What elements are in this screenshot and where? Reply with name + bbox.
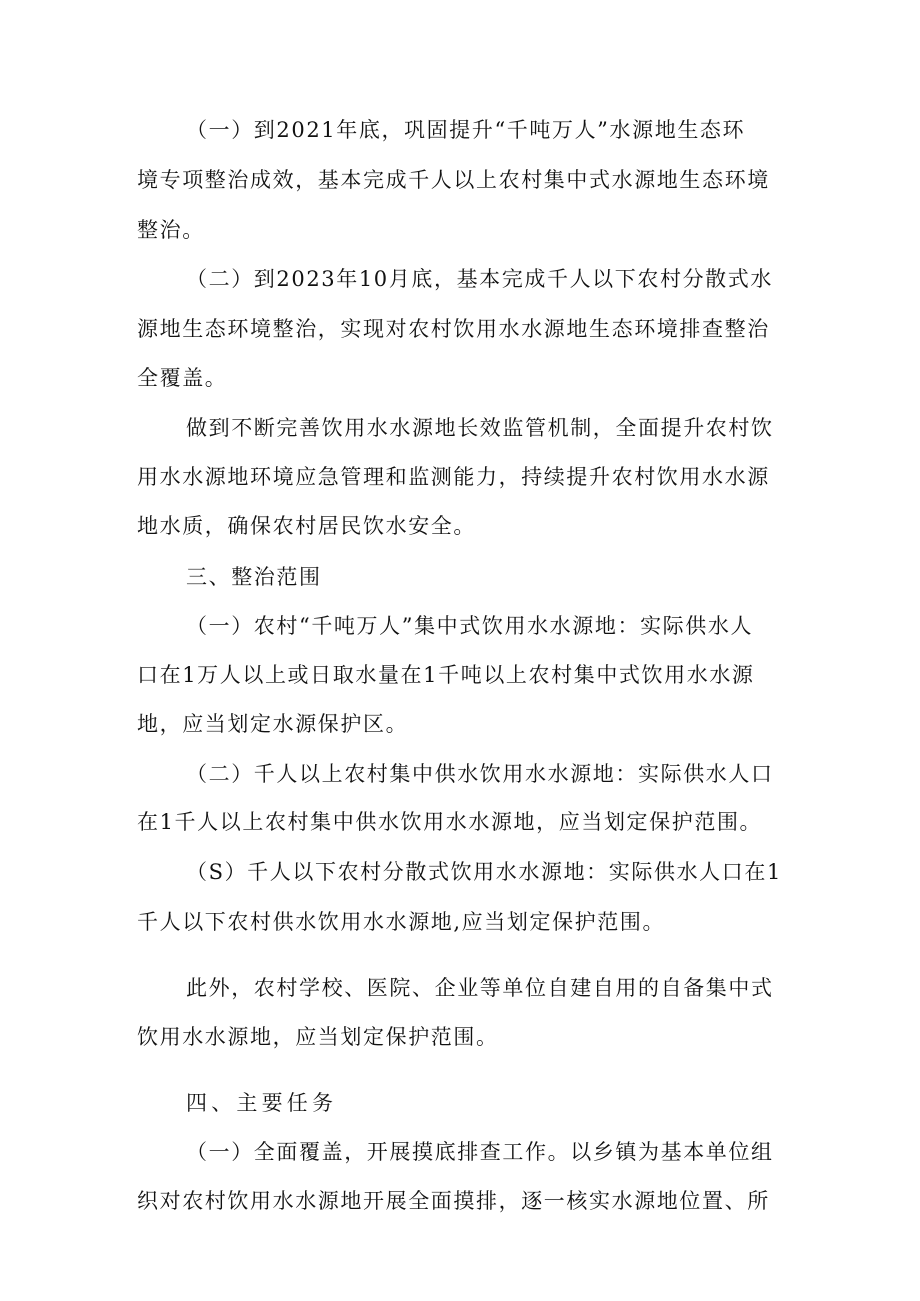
paragraph-mechanism-line-1: 做到不断完善饮用水水源地长效监管机制，全面提升农村饮 — [186, 416, 774, 440]
paragraph-goal-1-line-3: 整治。 — [137, 218, 205, 242]
paragraph-additional-line-1: 此外，农村学校、医院、企业等单位自建自用的自备集中式 — [186, 976, 774, 1000]
paragraph-goal-2-line-3: 全覆盖。 — [137, 366, 228, 390]
paragraph-scope-3-line-1: （S）千人以下农村分散式饮用水水源地：实际供水人口在1 — [186, 860, 782, 884]
paragraph-mechanism-line-2: 用水水源地环境应急管理和监测能力，持续提升农村饮用水水源 — [137, 465, 770, 489]
paragraph-goal-2-line-2: 源地生态环境整治，实现对农村饮用水水源地生态环境排查整治 — [137, 317, 770, 341]
paragraph-mechanism-line-3: 地水质，确保农村居民饮水安全。 — [137, 514, 476, 538]
paragraph-goal-1-line-1: （一）到2021年底，巩固提升“千吨万人”水源地生态环 — [186, 118, 746, 142]
paragraph-task-1-line-2: 织对农村饮用水水源地开展全面摸排，逐一核实水源地位置、所 — [137, 1189, 770, 1213]
section-heading-main-tasks: 四、主要任务 — [186, 1091, 338, 1115]
paragraph-scope-3-line-2: 千人以下农村供水饮用水水源地,应当划定保护范围。 — [137, 910, 666, 934]
paragraph-scope-1-line-1: （一）农村“千吨万人”集中式饮用水水源地：实际供水人 — [186, 614, 754, 638]
paragraph-scope-2-line-2: 在1千人以上农村集中供水饮用水水源地，应当划定保护范围。 — [137, 810, 763, 834]
paragraph-scope-2-line-1: （二）千人以上农村集中供水饮用水水源地：实际供水人口 — [186, 762, 774, 786]
paragraph-goal-2-line-1: （二）到2023年10月底，基本完成千人以下农村分散式水 — [186, 267, 773, 291]
paragraph-scope-1-line-2: 口在1万人以上或日取水量在1千吨以上农村集中式饮用水水源 — [137, 663, 755, 687]
paragraph-scope-1-line-3: 地，应当划定水源保护区。 — [137, 712, 409, 736]
section-heading-scope: 三、整治范围 — [186, 565, 322, 589]
paragraph-task-1-line-1: （一）全面覆盖，开展摸底排查工作。以乡镇为基本单位组 — [186, 1140, 774, 1164]
paragraph-goal-1-line-2: 境专项整治成效，基本完成千人以上农村集中式水源地生态环境 — [137, 168, 770, 192]
paragraph-additional-line-2: 饮用水水源地，应当划定保护范围。 — [137, 1025, 499, 1049]
